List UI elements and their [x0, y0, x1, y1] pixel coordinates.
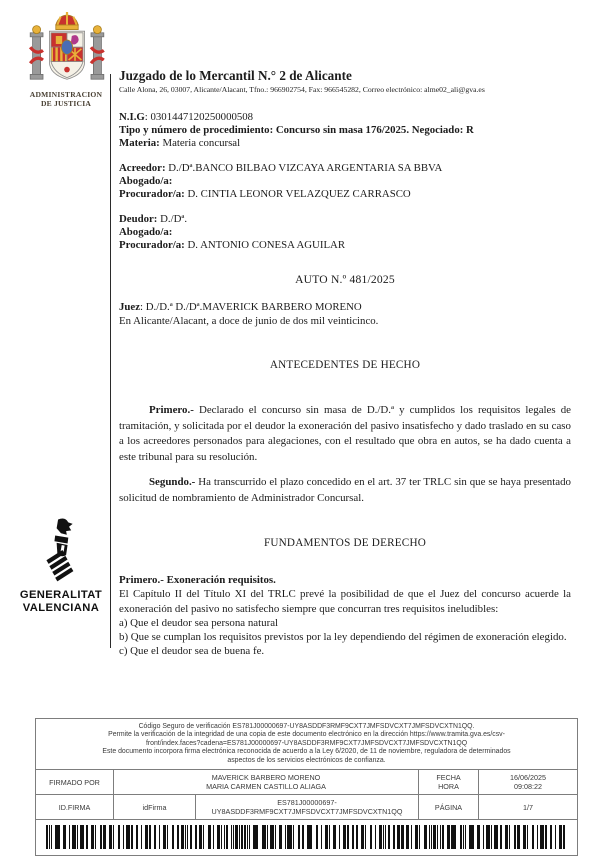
fundamentos-item-c: c) Que el deudor sea de buena fe.	[119, 645, 265, 658]
admin-label-line1: ADMINISTRACION	[29, 90, 103, 99]
generalitat-text-line1: GENERALITAT	[19, 589, 103, 601]
id-firma-row	[36, 795, 577, 820]
materia-label: Materia:	[119, 137, 160, 149]
fecha-hora-label: FECHA HORA	[419, 770, 479, 794]
procurador-acreedor-line	[119, 188, 571, 201]
spain-coat-of-arms-icon	[26, 12, 108, 92]
administracion-de-justicia-label	[10, 90, 122, 108]
fundamentos-item-a: a) Que el deudor sea persona natural	[119, 616, 279, 629]
pagina-value: 1/7	[523, 802, 533, 812]
abogado-acreedor-line: Abogado/a:	[119, 175, 173, 187]
id-firma-field: idFirma	[114, 795, 196, 819]
court-address: Calle Alona, 26, 03007, Alicante/Alacant, Tfno.: 966902754, Fax: 966545282, Correo electrónico: alme02_ali@gva.es	[119, 85, 485, 94]
signed-by-row	[36, 770, 577, 795]
fecha-hora-value: 16/06/2025 09:08:22	[510, 773, 546, 792]
signer-name-2: MARIA CARMEN CASTILLO ALIAGA	[206, 782, 326, 792]
deudor-label: Deudor:	[119, 213, 158, 225]
segundo-text: Ha transcurrido el plazo concedido en el art. 37 ter TRLC sin que se haya presentado solicitud de nombramiento de Administrador Concursal.	[119, 476, 571, 504]
antecedentes-primero	[119, 403, 571, 465]
csv-line-5: aspectos de los servicios electrónicos de confianza.	[227, 756, 386, 764]
id-firma-value: ES781J00000697- UY8ASDDF3RMF9CXT7JMFSDVCXT7JMFSDVCXTN1QQ	[196, 795, 419, 819]
fundamentos-section	[119, 573, 571, 659]
parties-section	[119, 162, 571, 252]
pagina-label: PÁGINA	[419, 795, 479, 819]
nig-value: : 0301447120250000508	[144, 111, 254, 123]
auto-number-title: AUTO N.º 481/2025	[295, 273, 395, 286]
fundamentos-heading: FUNDAMENTOS DE DERECHO	[263, 537, 427, 549]
acreedor-value: D./Dª.BANCO BILBAO VIZCAYA ARGENTARIA SA BBVA	[165, 162, 443, 174]
judge-label: Juez	[119, 301, 140, 313]
id-firma-label: ID.FIRMA	[36, 795, 114, 819]
antecedentes-segundo	[119, 475, 571, 506]
barcode-icon	[46, 825, 567, 849]
judge-value: : D./D.ª D./Dª.MAVERICK BARBERO MORENO	[140, 301, 362, 313]
procedure-line: Tipo y número de procedimiento: Concurso sin masa 176/2025. Negociado: R	[119, 124, 474, 136]
fundamentos-sub-heading: Primero.- Exoneración requisitos.	[119, 574, 276, 586]
place-date-line: En Alicante/Alacant, a doce de junio de dos mil veinticinco.	[119, 315, 379, 327]
judge-section	[119, 300, 571, 328]
abogado-deudor-line: Abogado/a:	[119, 226, 173, 238]
generalitat-valenciana-emblem-icon	[39, 518, 83, 585]
csv-line-3: front/index.faces?cadena=ES781J00000697-UY8ASDDF3RMF9CXT7JMFSDVCXT7JMFSDVCXTN1QQ	[145, 739, 468, 747]
signer-name-1: MAVERICK BARBERO MORENO	[211, 773, 321, 783]
procurador1-label: Procurador/a:	[119, 188, 185, 200]
primero-text: Declarado el concurso sin masa de D./D.ª y cumplidos los requisitos legales de tramitación, y solicitada por el deudor la exoneración del pasivo insatisfecho y dado traslado en su caso a los acreedores personados para alegaciones, con el resultado que obra en autos, se ha dado cuenta a este tribunal para su resolución.	[119, 404, 571, 463]
csv-line-4: Este documento incorpora firma electrónica reconocida de acuerdo a la Ley 6/2020, de 11 de noviembre, reguladora de determinados	[102, 748, 511, 756]
case-metadata	[119, 111, 571, 150]
materia-line	[119, 137, 571, 150]
signer-names	[114, 770, 419, 794]
court-title: Juzgado de lo Mercantil N.° 2 de Alicante	[119, 68, 352, 83]
procurador1-value: D. CINTIA LEONOR VELAZQUEZ CARRASCO	[184, 188, 411, 200]
csv-line-1: Código Seguro de verificación ES781J00000697-UY8ASDDF3RMF9CXT7JMFSDVCXT7JMFSDVCXTN1QQ.	[138, 723, 475, 730]
signature-footer	[35, 718, 578, 856]
acreedor-label: Acreedor:	[119, 162, 166, 174]
nig-label: N.I.G	[119, 111, 145, 123]
primero-label: Primero.-	[149, 404, 194, 416]
firmado-por-label: FIRMADO POR	[36, 770, 114, 794]
judge-line	[119, 300, 571, 314]
csv-line-2: Permite la verificación de la integridad de una copia de este documento electrónico en la dirección https://www.tramita.gva.es/csv-	[108, 731, 505, 739]
deudor-value: D./Dª.	[157, 213, 188, 225]
fundamentos-item-b: b) Que se cumplan los requisitos previstos por la ley dependiendo del régimen de exoneración elegido.	[119, 631, 567, 644]
acreedor-line	[119, 162, 571, 175]
generalitat-text-line2: VALENCIANA	[22, 601, 100, 614]
antecedentes-heading: ANTECEDENTES DE HECHO	[269, 359, 421, 371]
procurador2-label: Procurador/a:	[119, 239, 185, 251]
materia-value: Materia concursal	[159, 137, 241, 149]
procurador2-value: D. ANTONIO CONESA AGUILAR	[184, 239, 346, 251]
procurador-deudor-line	[119, 239, 571, 252]
segundo-label: Segundo.-	[149, 476, 196, 488]
generalitat-valenciana-logo	[6, 518, 116, 614]
csv-verification-text	[36, 719, 577, 770]
fundamentos-intro: El Capítulo II del Título XI del TRLC prevé la posibilidad de que el Juez del concurso acuerde la exoneración del pasivo no satisfecho siempre que concurran tres requisitos ineludibles:	[119, 588, 571, 615]
nig-line	[119, 111, 571, 124]
admin-label-line2: DE JUSTICIA	[40, 99, 92, 108]
deudor-line	[119, 213, 571, 226]
document-body	[119, 68, 571, 659]
